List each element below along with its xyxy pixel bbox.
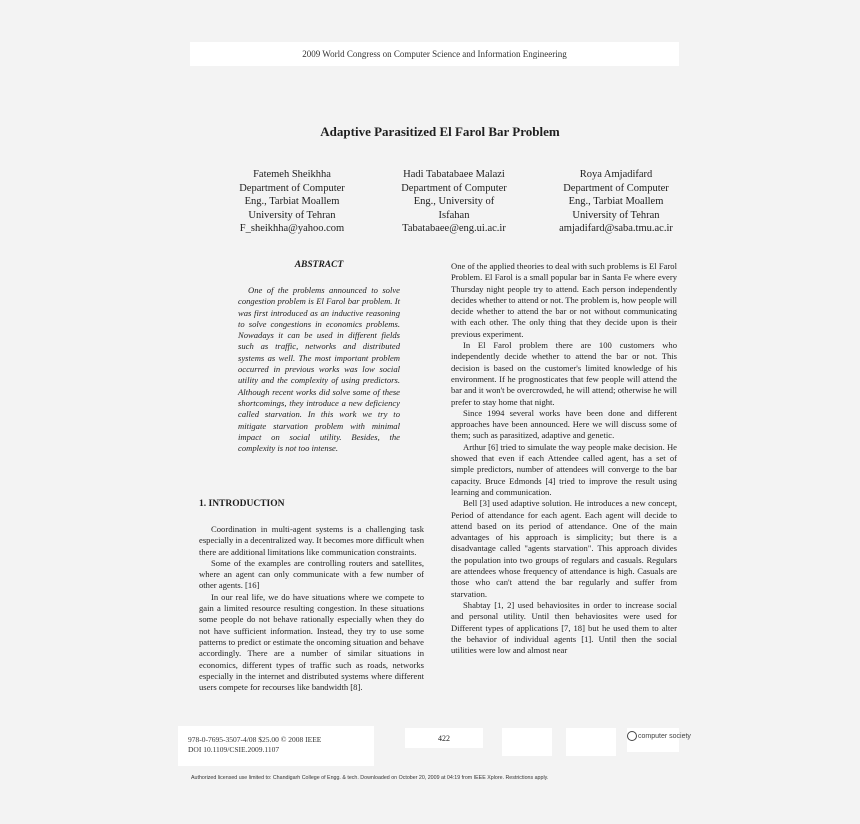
right-column-body <box>451 261 677 656</box>
conference-name: 2009 World Congress on Computer Science and Information Engineering <box>302 49 567 59</box>
author-affiliation-line: Eng., Tarbiat Moallem <box>244 196 340 207</box>
left-column-body <box>199 524 424 693</box>
paragraph: In our real life, we do have situations where we compete to gain a limited resource resulting congestion. In these situations some people do not behave rationally especially when they do not have sufficient information. Instead, they try to use some patterns to predict or estimate the oncoming situation and behave accordingly. There are a number of similar situations in economics, different types of traffic such as roads, networks especially in the internet and distributed systems where different users compete for recourses like bandwidth [8]. <box>199 591 424 693</box>
author-block-3 <box>553 168 679 236</box>
paragraph: Shabtay [1, 2] used behaviosites in order to increase social and personal utility. Until then behaviosites were used for Different types of applications [7, 18] but he used them to alter the behavior of individual agents [1]. Until then the social utilities were low and almost near <box>451 599 677 656</box>
author-name: Roya Amjadifard <box>579 169 653 180</box>
author-affiliation-line: Eng., University of <box>413 196 495 207</box>
author-block-2 <box>393 168 515 236</box>
author-affiliation-line: Isfahan <box>438 209 470 221</box>
author-name: Hadi Tabatabaee Malazi <box>403 169 505 180</box>
author-affiliation-line: University of Tehran <box>572 209 660 221</box>
paragraph: Since 1994 several works have been done and different approaches have been announced. Here we will discuss some of them; such as parasitized, adaptive and genetic. <box>451 407 677 441</box>
author-affiliation-line: Department of Computer <box>239 182 345 194</box>
paragraph: Coordination in multi-agent systems is a challenging task especially in a decentralized way. It becomes more difficult when there are additional limitations like communication constraints. <box>199 524 425 557</box>
footer-blank-box <box>566 728 616 756</box>
author-affiliation-line: Department of Computer <box>401 182 507 194</box>
isbn-line: 978-0-7695-3507-4/08 $25.00 © 2008 IEEE <box>188 735 322 744</box>
paragraph: Arthur [6] tried to simulate the way people make decision. He showed that even if each Attendee called agent, has a set of simple predictors, number of attendees will converge to the bar capacity. Bruce Edmonds [4] tried to improve the result using learning and communication. <box>451 441 677 497</box>
author-affiliation-line: Eng., Tarbiat Moallem <box>568 196 664 207</box>
author-email: amjadifard@saba.tmu.ac.ir <box>559 223 673 234</box>
author-block-1 <box>232 168 352 236</box>
abstract-heading: ABSTRACT <box>294 260 344 270</box>
author-email: Tabatabaee@eng.ui.ac.ir <box>402 223 506 234</box>
author-affiliation-line: Department of Computer <box>563 182 669 194</box>
paragraph: Bell [3] used adaptive solution. He introduces a new concept, Period of attendance for each agent. Each agent will decide to attend based on its period of attendance. One of the main advantages of his approach is simplicity; but there is a disadvantage called "agents starvation". This approach divides the population into two groups of regulars and casuals. Regulars are attendees whose frequency of attendance is high. Casuals are those who can't attend the bar regularly and suffer from starvation. <box>451 498 677 599</box>
paper-title: Adaptive Parasitized El Farol Bar Problem <box>320 124 560 139</box>
author-email: F_sheikhha@yahoo.com <box>239 223 345 234</box>
section-heading-introduction: 1. INTRODUCTION <box>199 499 285 509</box>
footer-isbn <box>188 735 321 755</box>
doi-line: DOI 10.1109/CSIE.2009.1107 <box>188 745 280 754</box>
author-affiliation-line: University of Tehran <box>248 209 336 221</box>
footer-blank-box <box>502 728 552 756</box>
conference-header <box>190 42 679 66</box>
authorization-notice: Authorized licensed use limited to: Chandigarh College of Engg. & tech. Downloaded on October 20, 2009 at 04:19 from IEEE Xplore. Restrictions apply. <box>191 775 549 781</box>
computer-society-icon <box>627 731 637 741</box>
paragraph: Some of the examples are controlling routers and satellites, where an agent can only communicate with a few number of other agents. [16] <box>199 557 424 591</box>
author-name: Fatemeh Sheikhha <box>253 169 331 180</box>
page-number: 422 <box>438 733 450 743</box>
computer-society-logo <box>627 731 691 741</box>
logo-text: computer society <box>638 732 691 740</box>
paragraph: In El Farol problem there are 100 customers who independently decide whether to attend the bar or not. This decision is based on the customer's limited knowledge of his environment. If he prognosticates that few people will attend the bar and it won't be overcrowded, he will attend; otherwise he will prefer to stay home that night. <box>451 340 677 407</box>
paragraph: One of the applied theories to deal with such problems is El Farol Problem. El Farol is a small popular bar in Santa Fe where every Thursday night people try to attend. Each person independently decides whether to attend or not. The problem is, how people will decide whether to attend the bar or not without communicating with each other. The only thing that they decide upon is their previous experiment. <box>451 261 677 339</box>
abstract-text: One of the problems announced to solve congestion problem is El Farol bar problem. It was first introduced as an inductive reasoning to solve congestions in economics problems. Nowadays it can be used in different fields such as traffic, networks and distributed systems as well. The most important problem occurred in previous works was low social utility and the complexity of using predictors. Although recent works did solve some of these shortcomings, they introduce a new deficiency called starvation. In this work we try to mitigate starvation problem with minimal impact on social utility. Besides, the complexity is not too intense. <box>238 285 400 454</box>
